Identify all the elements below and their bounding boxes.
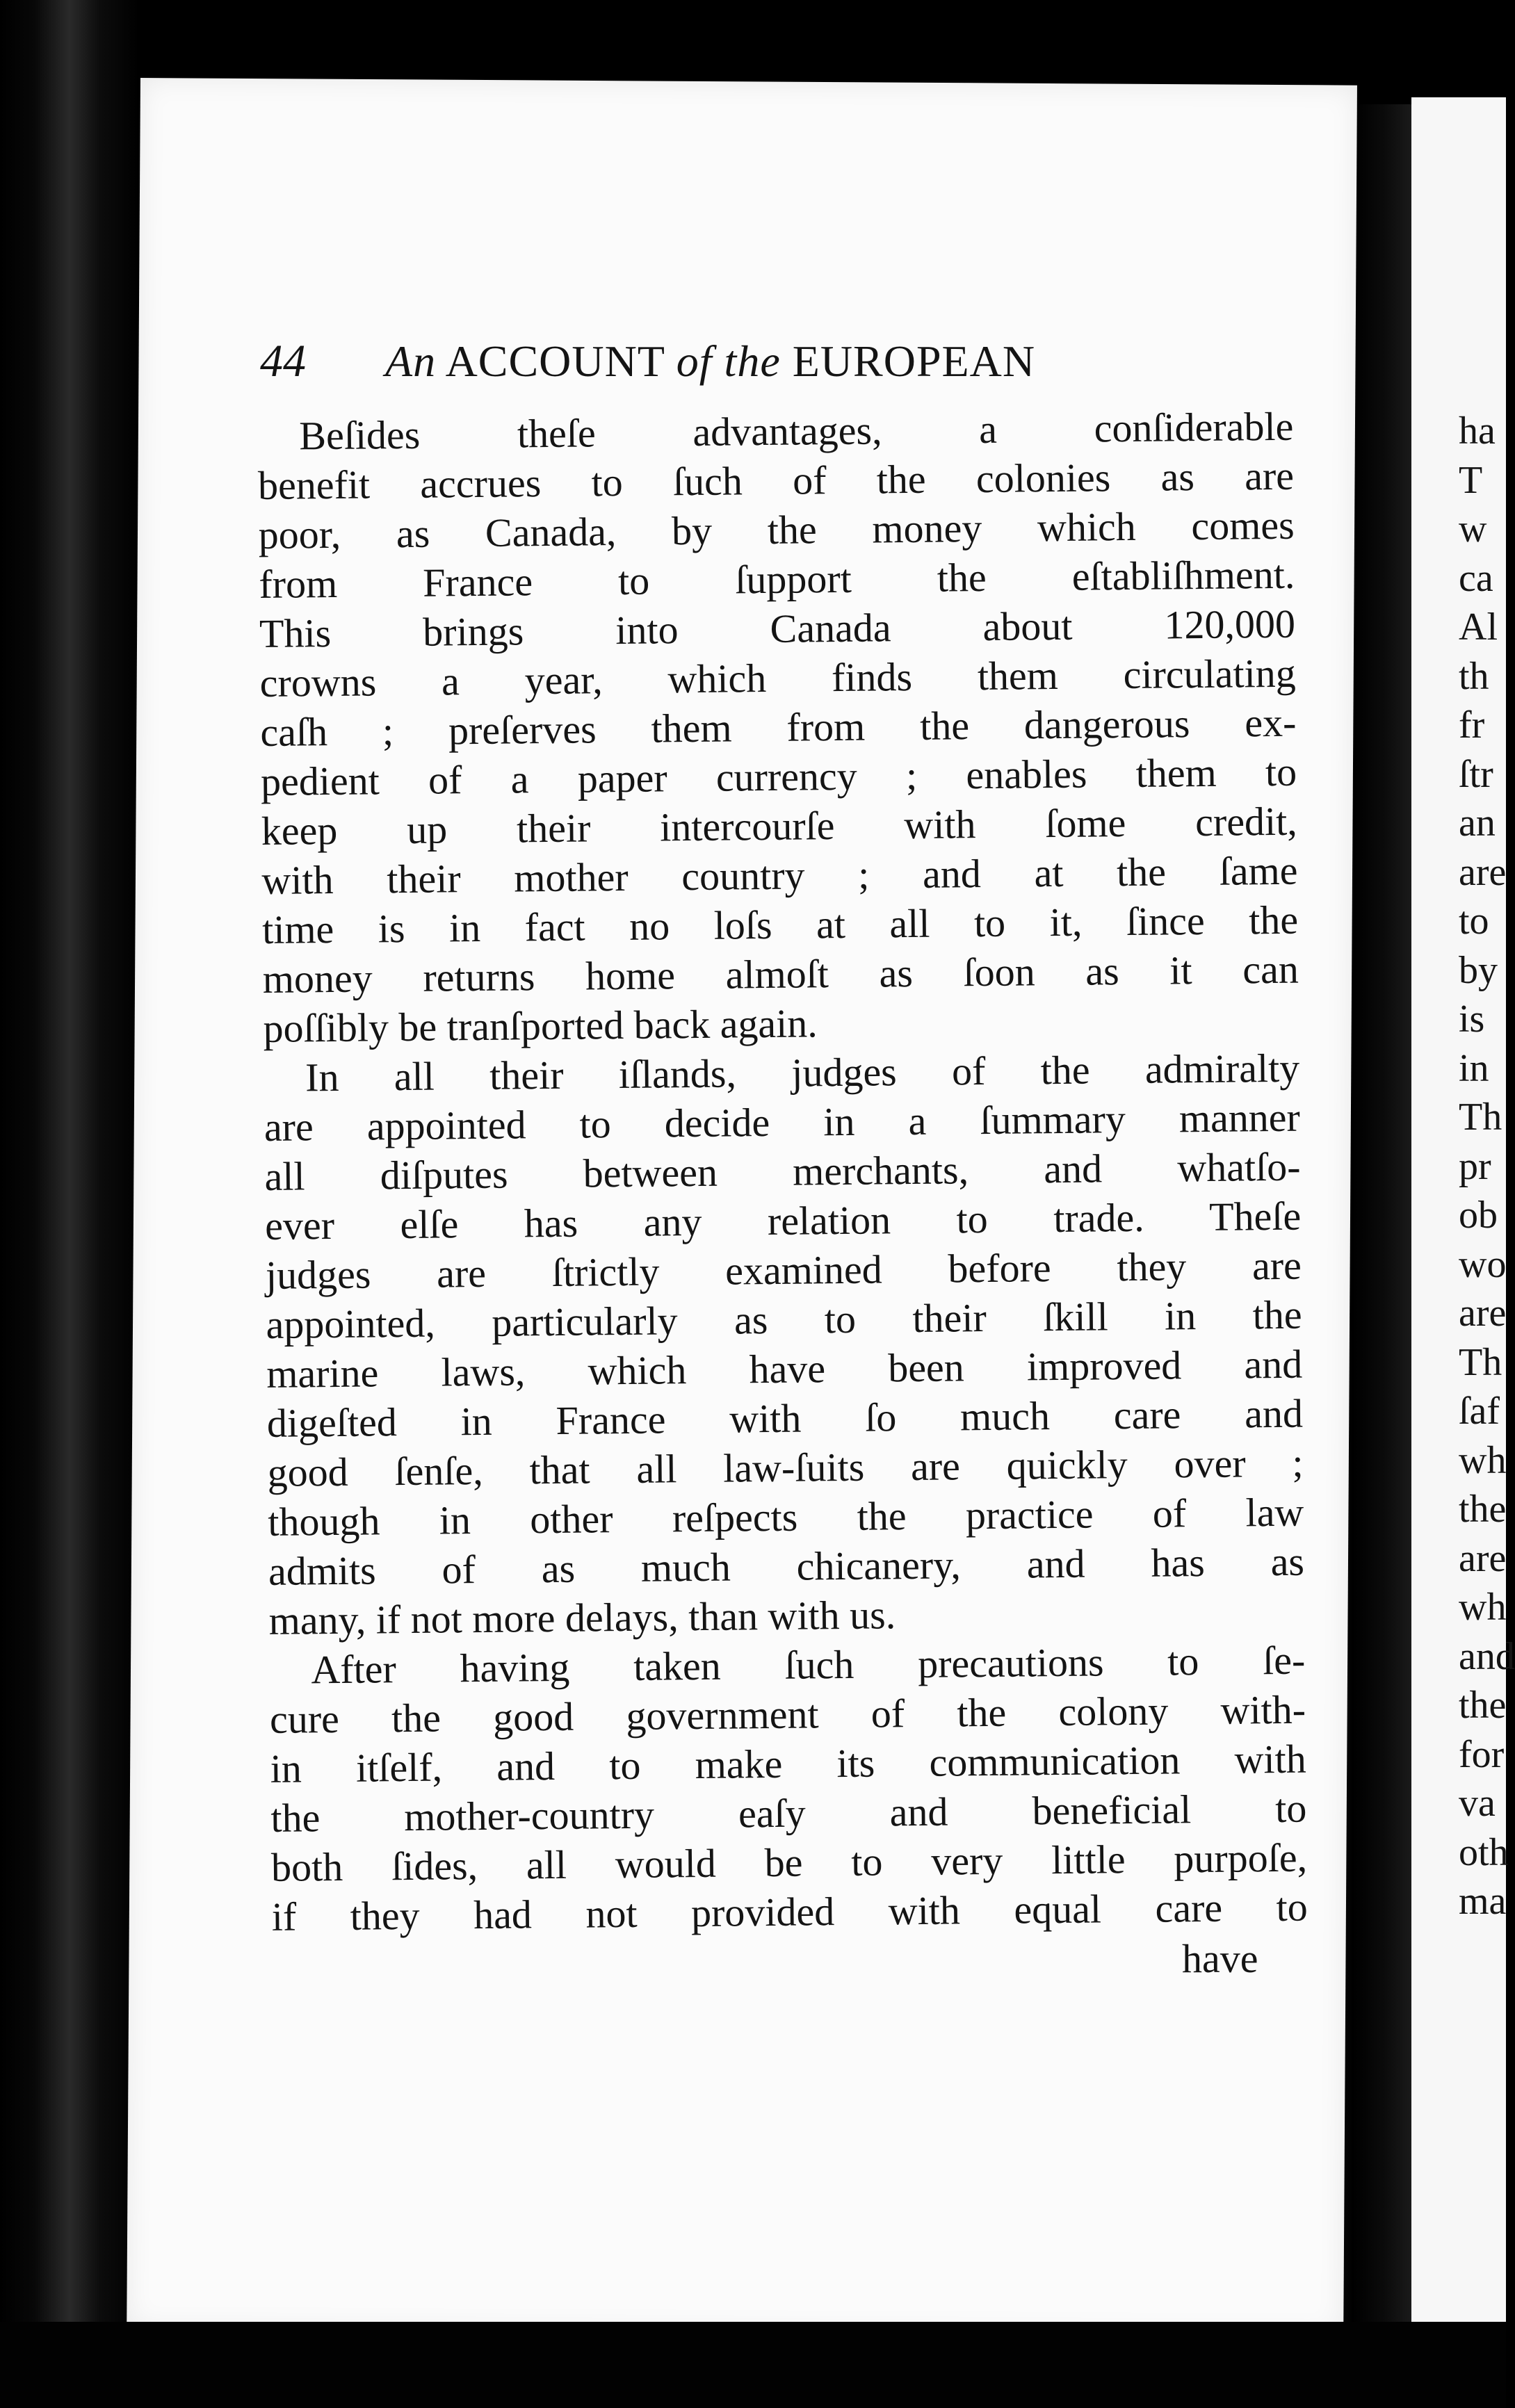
facing-page-fragment: are — [1459, 850, 1507, 894]
running-title — [385, 327, 1035, 396]
facing-page-fragment: the — [1459, 1488, 1507, 1531]
running-title-an: An — [385, 336, 437, 386]
text-line: pedient of a paper currency ; enables them to — [260, 749, 1297, 804]
text-line: digeſted in France with ſo much care and — [266, 1390, 1304, 1446]
facing-page-fragment: are — [1459, 1292, 1507, 1335]
text-line: are appointed to decide in a ſummary manner — [264, 1094, 1301, 1150]
text-line: money returns home almoſt as ſoon as it can — [262, 946, 1299, 1002]
text-line: the mother-country eaſy and beneficial to — [270, 1785, 1307, 1841]
text-line: judges are ſtrictly examined before they are — [265, 1242, 1302, 1298]
facing-page-fragment: ſaf — [1459, 1390, 1500, 1433]
text-line: in itſelf, and to make its communication with — [270, 1736, 1306, 1791]
text-line: keep up their intercourſe with ſome credit, — [261, 798, 1298, 854]
text-line: poor, as Canada, by the money which comes — [258, 502, 1295, 558]
facing-page-fragment: is — [1459, 998, 1485, 1041]
text-line: Beſides theſe advantages, a conſiderable — [299, 403, 1294, 459]
body-text — [257, 402, 1308, 1942]
facing-page-fragment: va — [1459, 1782, 1496, 1825]
text-line: time is in fact no loſs at all to it, ſince the — [261, 897, 1299, 952]
text-line: In all their iſlands, judges of the admiralty — [305, 1045, 1300, 1100]
text-line: poſſibly be tranſported back again. — [263, 1000, 818, 1051]
text-line: marine laws, which have been improved and — [266, 1341, 1303, 1397]
facing-page-fragment: ha — [1459, 409, 1496, 453]
text-line: both ſides, all would be to very little purpoſe, — [270, 1835, 1308, 1890]
facing-page-fragment: for — [1459, 1732, 1505, 1776]
page-header — [260, 327, 1192, 396]
facing-page-fragment: in — [1459, 1046, 1489, 1090]
facing-page-fragment: T — [1459, 458, 1483, 502]
facing-page-fragment: wh — [1459, 1586, 1507, 1629]
text-line: benefit accrues to ſuch of the colonies as are — [257, 453, 1295, 508]
text-line: appointed, particularly as to their ſkill in the — [266, 1292, 1302, 1347]
running-title-account: ACCOUNT — [445, 336, 665, 386]
facing-page-fragment: w — [1459, 507, 1487, 551]
catchword: have — [1182, 1936, 1258, 1981]
text-line: if they had not provided with equal care to — [271, 1884, 1309, 1939]
facing-page-fragment: th — [1459, 654, 1489, 698]
text-line: from France to ſupport the eſtabliſhment. — [259, 551, 1295, 607]
text-line: though in other reſpects the practice of law — [268, 1489, 1304, 1545]
facing-page-fragment: to — [1459, 900, 1489, 943]
text-line: After having taken ſuch precautions to ſe- — [311, 1637, 1306, 1693]
text-line: crowns a year, which finds them circulating — [259, 650, 1296, 706]
facing-page-fragment: Th — [1459, 1340, 1502, 1384]
text-line: admits of as much chicanery, and has as — [268, 1538, 1305, 1594]
facing-page-fragment: ca — [1459, 556, 1493, 600]
facing-page-fragment: ſtr — [1459, 752, 1493, 796]
text-line: caſh ; preſerves them from the dangerous ex- — [260, 699, 1297, 755]
text-line: many, if not more delays, than with us. — [268, 1592, 896, 1643]
facing-page-fragment: oth — [1459, 1830, 1509, 1874]
facing-page-fragment: Th — [1459, 1096, 1502, 1139]
facing-page-fragment: an — [1459, 802, 1496, 845]
facing-page-fragment: the — [1459, 1684, 1507, 1727]
running-title-of-the: of the — [676, 336, 781, 386]
facing-page-fragment: wo — [1459, 1242, 1507, 1286]
text-line: ever elſe has any relation to trade. Theſe — [264, 1193, 1302, 1248]
facing-page-fragment: Al — [1459, 605, 1498, 649]
facing-page-fragment: by — [1459, 948, 1498, 992]
book-binding-edge — [0, 0, 139, 2408]
text-line: with their mother country ; and at the ſame — [261, 847, 1298, 903]
facing-page-fragment: ob — [1459, 1194, 1498, 1237]
page-number: 44 — [260, 336, 306, 387]
text-line: cure the good government of the colony with- — [269, 1686, 1306, 1742]
facing-page-fragment: are — [1459, 1536, 1507, 1580]
text-line: good ſenſe, that all law-ſuits are quickly over ; — [267, 1440, 1304, 1495]
facing-page-fragment: pr — [1459, 1144, 1491, 1188]
scan-bottom-edge — [0, 2322, 1506, 2408]
text-line: This brings into Canada about 120,000 — [259, 601, 1296, 656]
facing-page-fragment: fr — [1459, 703, 1485, 747]
facing-page-fragment: ma — [1459, 1880, 1507, 1923]
running-title-european: EUROPEAN — [792, 336, 1036, 386]
facing-page-fragment: and — [1459, 1634, 1515, 1678]
text-line: all diſputes between merchants, and whatſo- — [264, 1144, 1301, 1199]
facing-page-fragment: wh — [1459, 1438, 1507, 1482]
facing-page — [1411, 97, 1515, 2322]
